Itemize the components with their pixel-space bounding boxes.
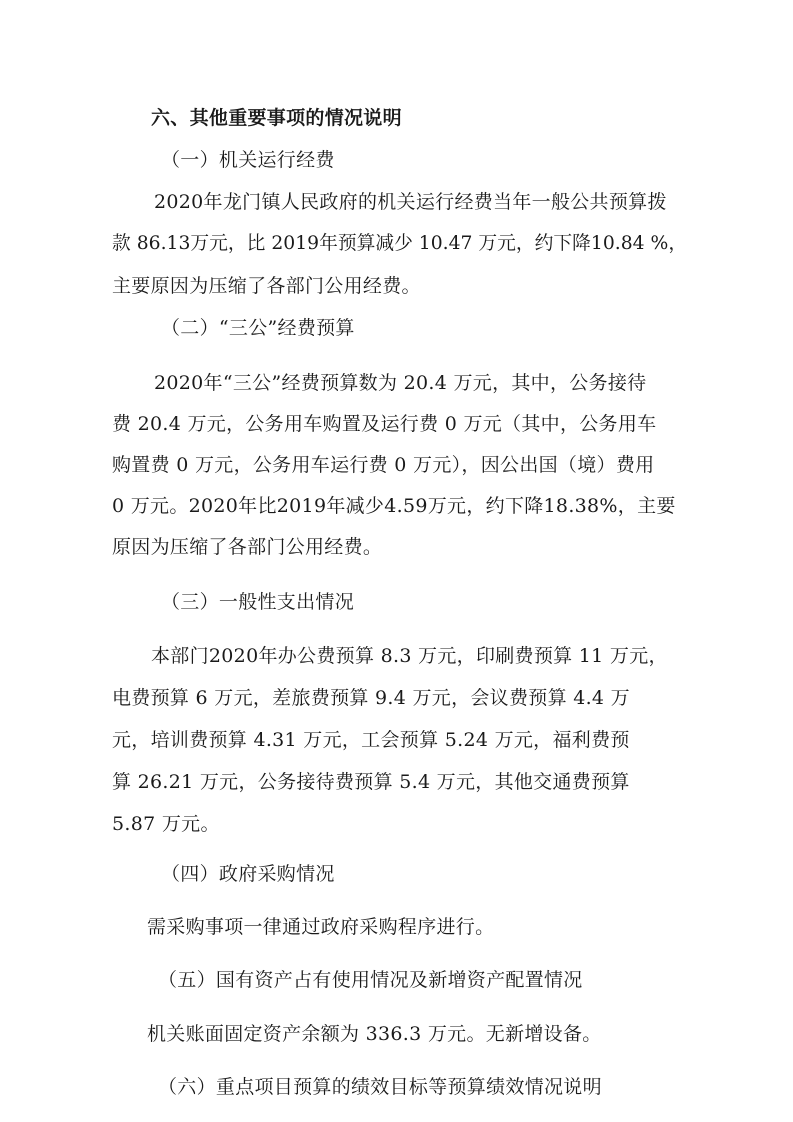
section-3-line-2: 电费预算 6 万元，差旅费预算 9.4 万元，会议费预算 4.4 万 xyxy=(112,687,630,709)
section-5-line-1: 机关账面固定资产余额为 336.3 万元。无新增设备。 xyxy=(147,1023,602,1045)
section-3-line-3: 元，培训费预算 4.31 万元，工会预算 5.24 万元，福利费预 xyxy=(112,729,630,751)
section-2-line-2: 费 20.4 万元，公务用车购置及运行费 0 万元（其中，公务用车 xyxy=(112,413,657,435)
section-1-line-1: 2020年龙门镇人民政府的机关运行经费当年一般公共预算拨 xyxy=(154,191,667,213)
section-heading-6: （六）重点项目预算的绩效目标等预算绩效情况说明 xyxy=(158,1076,602,1098)
section-2-line-3: 购置费 0 万元，公务用车运行费 0 万元），因公出国（境）费用 xyxy=(112,454,655,476)
section-heading-5: （五）国有资产占有使用情况及新增资产配置情况 xyxy=(158,969,583,991)
section-heading-1: （一）机关运行经费 xyxy=(161,149,335,171)
section-4-line-1: 需采购事项一律通过政府采购程序进行。 xyxy=(147,916,495,938)
section-heading-3: （三）一般性支出情况 xyxy=(161,591,355,613)
section-heading-4: （四）政府采购情况 xyxy=(161,863,335,885)
section-heading-2: （二）“三公”经费预算 xyxy=(161,317,355,339)
section-1-line-2: 款 86.13万元，比 2019年预算减少 10.47 万元，约下降10.84 %， xyxy=(112,233,688,254)
section-3-line-5: 5.87 万元。 xyxy=(112,813,220,835)
section-2-line-5: 原因为压缩了各部门公用经费。 xyxy=(112,536,383,558)
section-2-line-4: 0 万元。2020年比2019年减少4.59万元，约下降18.38%，主要 xyxy=(112,495,676,517)
section-3-line-4: 算 26.21 万元，公务接待费预算 5.4 万元，其他交通费预算 xyxy=(112,771,630,793)
section-3-line-1: 本部门2020年办公费预算 8.3 万元，印刷费预算 11 万元， xyxy=(151,645,668,667)
main-heading: 六、其他重要事项的情况说明 xyxy=(151,107,402,129)
section-1-line-3: 主要原因为压缩了各部门公用经费。 xyxy=(112,275,421,297)
section-2-line-1: 2020年“三公”经费预算数为 20.4 万元，其中，公务接待 xyxy=(154,372,647,394)
